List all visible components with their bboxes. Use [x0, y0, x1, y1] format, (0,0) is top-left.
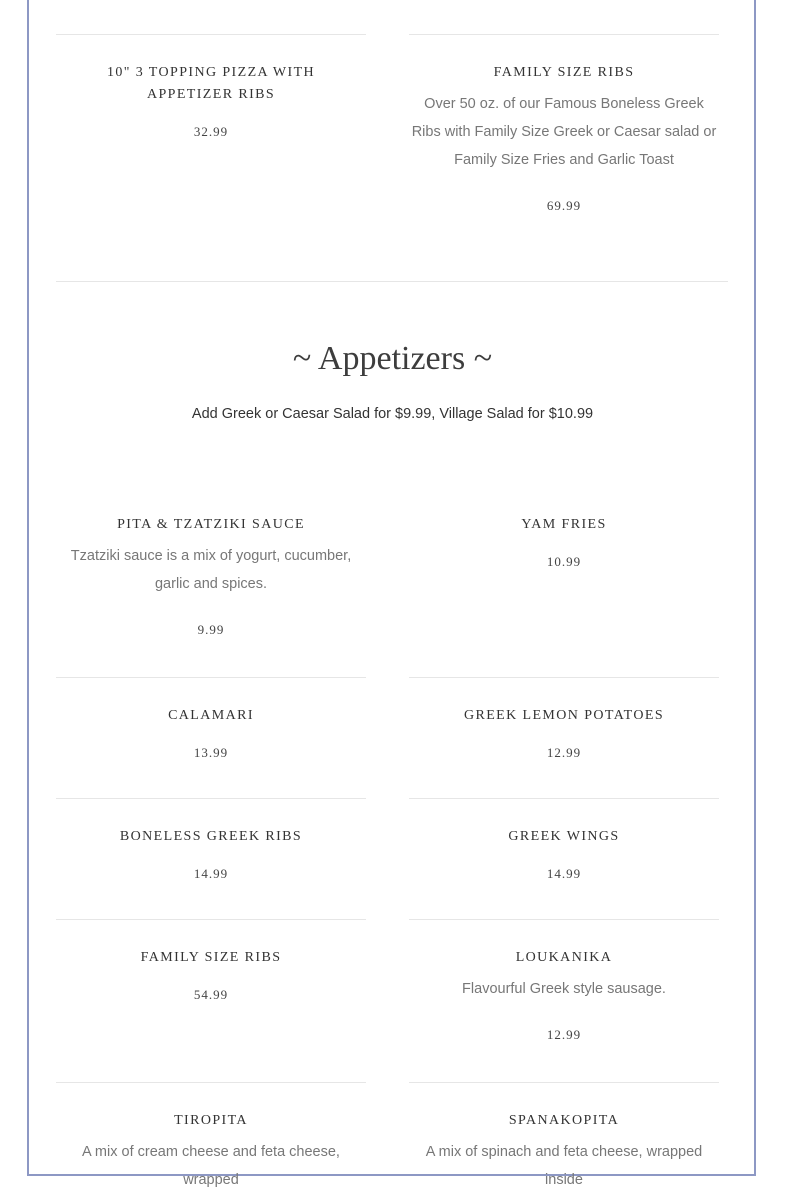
- item-name: LOUKANIKA: [515, 950, 613, 965]
- item-price: 13.99: [193, 745, 229, 760]
- menu-item: [409, 919, 719, 1043]
- item-divider: [409, 677, 719, 678]
- item-name: YAM FRIES: [521, 517, 607, 532]
- menu-item: [56, 677, 366, 761]
- item-price: 10.99: [546, 554, 582, 569]
- item-divider: [56, 798, 366, 799]
- item-price: 69.99: [546, 198, 582, 213]
- menu-item: [409, 34, 719, 214]
- item-divider: [56, 919, 366, 920]
- item-description: Flavourful Greek style sausage.: [462, 981, 666, 997]
- menu-item: [409, 1082, 719, 1194]
- item-divider: [409, 34, 719, 35]
- item-price: 12.99: [546, 1027, 582, 1042]
- item-price: 12.99: [546, 745, 582, 760]
- item-name: CALAMARI: [168, 708, 254, 723]
- item-divider: [56, 34, 366, 35]
- menu-item: [409, 487, 719, 570]
- section-subtitle: Add Greek or Caesar Salad for $9.99, Village Salad for $10.99: [191, 406, 594, 422]
- item-price: 14.99: [193, 866, 229, 881]
- item-divider: [56, 677, 366, 678]
- item-name: PITA & TZATZIKI SAUCE: [117, 517, 305, 532]
- item-divider: [56, 1082, 366, 1083]
- section-divider: [56, 281, 728, 282]
- section-title: ~ Appetizers ~: [292, 340, 493, 377]
- item-divider: [409, 919, 719, 920]
- item-divider: [409, 798, 719, 799]
- menu-item: [56, 798, 366, 882]
- menu-item: [56, 34, 366, 140]
- item-name: SPANAKOPITA: [508, 1113, 620, 1128]
- item-price: 54.99: [193, 987, 229, 1002]
- menu-item: [56, 1082, 366, 1194]
- item-price: 9.99: [197, 622, 225, 637]
- item-price: 14.99: [546, 866, 582, 881]
- item-name: TIROPITA: [174, 1113, 248, 1128]
- menu-item: [409, 677, 719, 761]
- menu-item: [409, 798, 719, 882]
- item-name: GREEK WINGS: [508, 829, 620, 844]
- item-description: Over 50 oz. of our Famous Boneless Greek Ribs with Family Size Greek or Caesar salad or Family Size Fries and Garlic Toast: [411, 96, 717, 168]
- item-name: GREEK LEMON POTATOES: [463, 708, 665, 723]
- menu-item: [56, 487, 366, 638]
- item-name: FAMILY SIZE RIBS: [140, 950, 282, 965]
- menu-item: [56, 919, 366, 1003]
- item-price: 32.99: [193, 124, 229, 139]
- item-description: Tzatziki sauce is a mix of yogurt, cucumber, garlic and spices.: [70, 548, 352, 592]
- item-divider: [409, 1082, 719, 1083]
- item-name: 10" 3 TOPPING PIZZA WITH APPETIZER RIBS: [106, 65, 316, 102]
- item-name: BONELESS GREEK RIBS: [119, 829, 303, 844]
- item-name: FAMILY SIZE RIBS: [493, 65, 635, 80]
- item-description: A mix of spinach and feta cheese, wrapped inside: [425, 1144, 703, 1188]
- item-description: A mix of cream cheese and feta cheese, wrapped: [82, 1144, 340, 1188]
